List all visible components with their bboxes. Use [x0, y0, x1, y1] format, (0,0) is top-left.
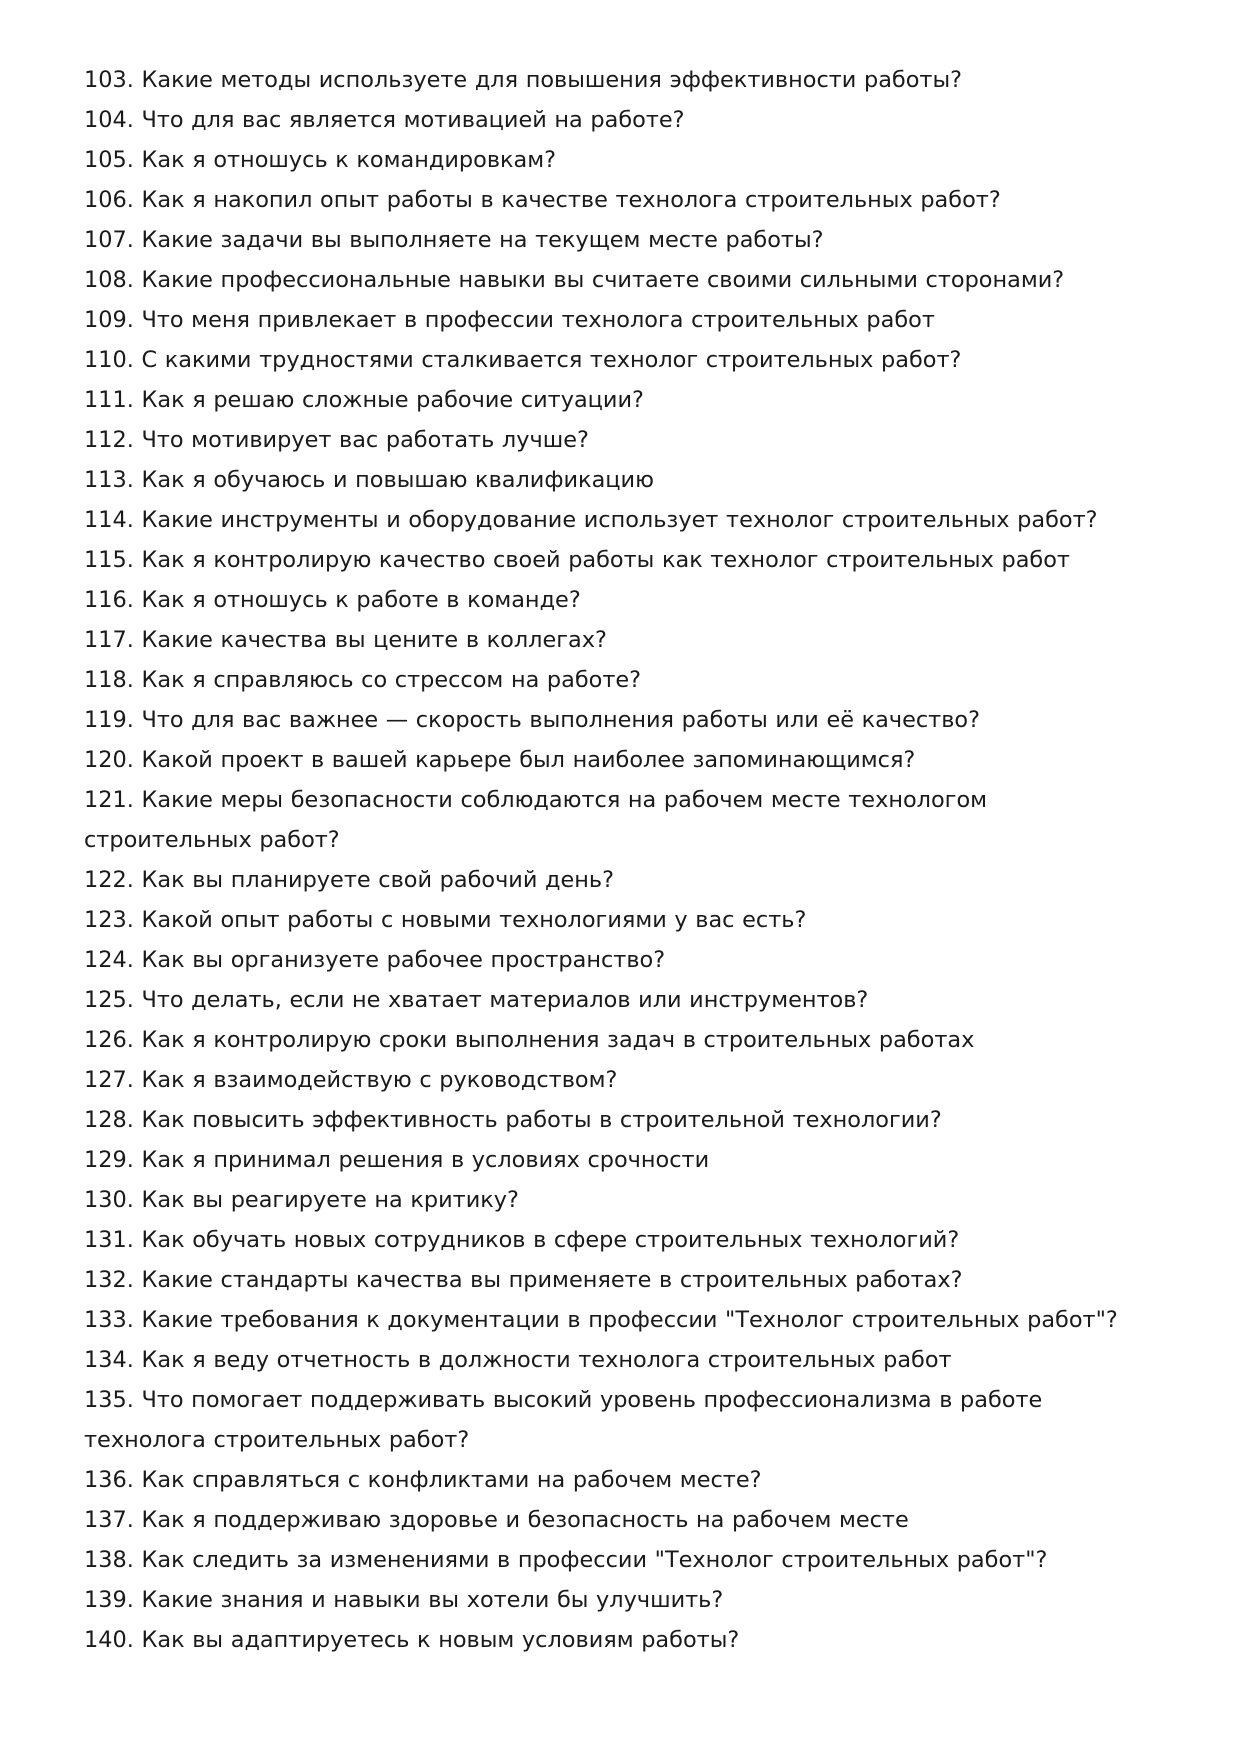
question-list [84, 60, 1159, 1660]
question-item: 104. Что для вас является мотивацией на работе? [84, 107, 685, 133]
question-item: 120. Какой проект в вашей карьере был наиболее запоминающимся? [84, 747, 916, 773]
question-item: 124. Как вы организуете рабочее пространство? [84, 947, 666, 973]
question-item: 131. Как обучать новых сотрудников в сфере строительных технологий? [84, 1227, 960, 1253]
question-item: 136. Как справляться с конфликтами на рабочем месте? [84, 1467, 762, 1493]
question-item: 122. Как вы планируете свой рабочий день? [84, 867, 614, 893]
question-item: 106. Как я накопил опыт работы в качестве технолога строительных работ? [84, 187, 1001, 213]
question-item: 132. Какие стандарты качества вы применяете в строительных работах? [84, 1267, 963, 1293]
question-item: 137. Как я поддерживаю здоровье и безопасность на рабочем месте [84, 1507, 909, 1533]
question-item: 110. С какими трудностями сталкивается технолог строительных работ? [84, 347, 962, 373]
question-item: 111. Как я решаю сложные рабочие ситуации? [84, 387, 644, 413]
question-item: 114. Какие инструменты и оборудование использует технолог строительных работ? [84, 507, 1098, 533]
question-item: 140. Как вы адаптируетесь к новым условиям работы? [84, 1627, 740, 1653]
question-item: 108. Какие профессиональные навыки вы считаете своими сильными сторонами? [84, 267, 1065, 293]
question-item: 121. Какие меры безопасности соблюдаются на рабочем месте технологом строительных работ? [84, 787, 988, 853]
question-item: 119. Что для вас важнее — скорость выполнения работы или её качество? [84, 707, 980, 733]
question-item: 117. Какие качества вы цените в коллегах? [84, 627, 607, 653]
question-item: 112. Что мотивирует вас работать лучше? [84, 427, 589, 453]
question-item: 103. Какие методы используете для повышения эффективности работы? [84, 67, 963, 93]
question-item: 116. Как я отношусь к работе в команде? [84, 587, 581, 613]
question-item: 123. Какой опыт работы с новыми технологиями у вас есть? [84, 907, 807, 933]
question-item: 133. Какие требования к документации в профессии "Технолог строительных работ"? [84, 1307, 1118, 1333]
question-item: 105. Как я отношусь к командировкам? [84, 147, 557, 173]
question-item: 135. Что помогает поддерживать высокий уровень профессионализма в работе технолога строительных работ? [84, 1387, 1043, 1453]
question-item: 127. Как я взаимодействую с руководством? [84, 1067, 618, 1093]
question-item: 128. Как повысить эффективность работы в строительной технологии? [84, 1107, 942, 1133]
question-item: 107. Какие задачи вы выполняете на текущем месте работы? [84, 227, 824, 253]
question-item: 130. Как вы реагируете на критику? [84, 1187, 519, 1213]
question-item: 113. Как я обучаюсь и повышаю квалификацию [84, 467, 654, 493]
question-item: 139. Какие знания и навыки вы хотели бы улучшить? [84, 1587, 724, 1613]
question-item: 125. Что делать, если не хватает материалов или инструментов? [84, 987, 869, 1013]
question-item: 138. Как следить за изменениями в профессии "Технолог строительных работ"? [84, 1547, 1048, 1573]
question-item: 115. Как я контролирую качество своей работы как технолог строительных работ [84, 547, 1070, 573]
question-item: 118. Как я справляюсь со стрессом на работе? [84, 667, 642, 693]
question-item: 126. Как я контролирую сроки выполнения задач в строительных работах [84, 1027, 975, 1053]
question-item: 109. Что меня привлекает в профессии технолога строительных работ [84, 307, 935, 333]
question-item: 134. Как я веду отчетность в должности технолога строительных работ [84, 1347, 952, 1373]
question-item: 129. Как я принимал решения в условиях срочности [84, 1147, 710, 1173]
